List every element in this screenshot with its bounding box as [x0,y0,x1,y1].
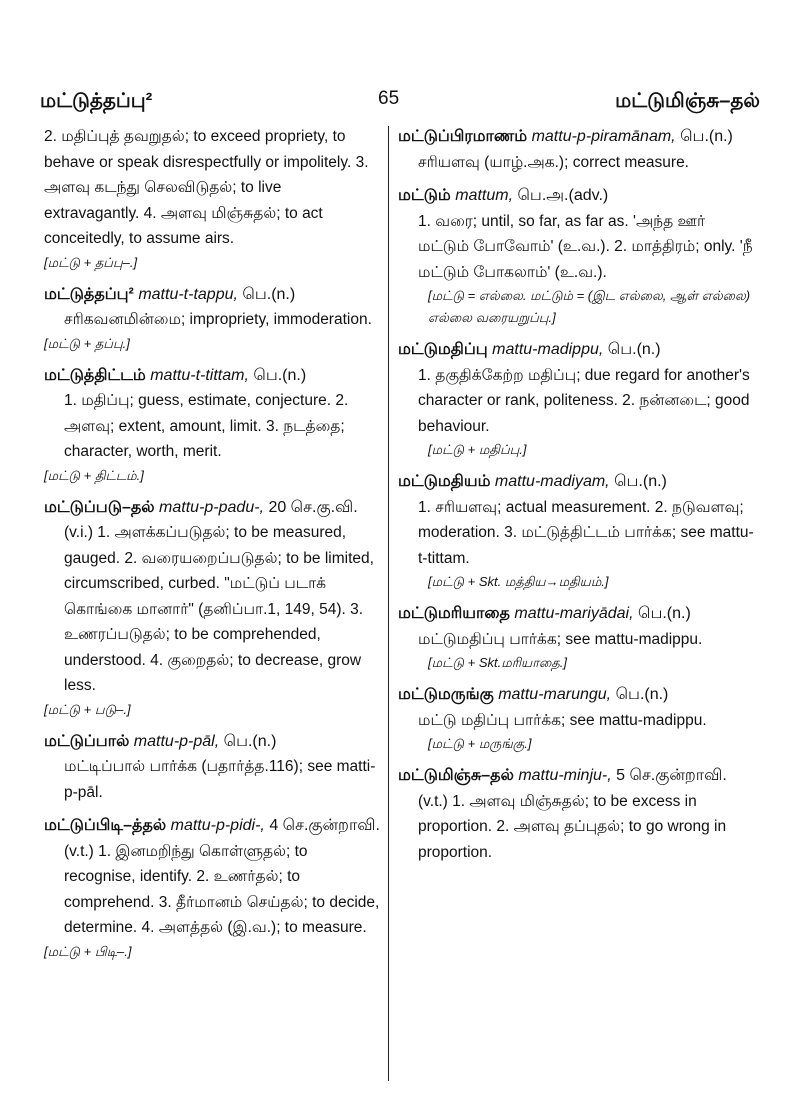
entry-transliteration: mattu-minju-, [518,767,612,784]
entry-definition: 1. வரை; until, so far, as far as. 'அந்த ஊர் மட்டும் போவோம்' (உ.வ.). 2. மாத்திரம்; only. 'நீ மட்டும் போகலாம்' (உ.வ.). [418,212,753,281]
entry-headword: மட்டுப்பிடி–த்தல் [44,817,167,834]
entry-definition: சரிகவனமின்மை; impropriety, immoderation. [64,311,372,328]
entry-transliteration: mattu-mariyādai, [514,605,634,622]
entry-transliteration: mattum, [455,187,514,204]
entry-definition: மட்டுமதிப்பு பார்க்க; see mattu-madippu. [418,630,703,648]
entry-transliteration: mattu-madiyam, [494,473,610,490]
entry-etymology: [மட்டு + தப்பு–.] [44,254,138,270]
entry-grammar: பெ.(n.) [242,285,296,303]
entry-headword: மட்டுத்திட்டம் [44,366,146,384]
entry-headword: மட்டுமருங்கு [398,686,494,703]
entry-definition: 2. மதிப்புத் தவறுதல்; to exceed propriety, to behave or speak disrespectfully or impolitely. 3. அளவு கடந்து செலவிடுதல்; to live extravagantly. 4. அளவு மிஞ்சுதல்; to act conceitedly, to assume airs. [44,128,369,247]
entry-definition: (v.i.) 1. அளக்கப்படுதல்; to be measured, gauged. 2. வரையறைப்படுதல்; to be limited, circumscribed, curbed. "மட்டுப் படாக் கொங்கை மானார்" (தனிப்பா.1, 149, 54). 3. உணரப்படுதல்; to be comprehended, understood. 4. குறைதல்; to decrease, grow less. [64,524,374,694]
entry-grammar: பெ.(n.) [253,366,307,384]
entry-definition: 1. தகுதிக்கேற்ற மதிப்பு; due regard for another's character or rank, politeness. 2. நன்னடை; good behaviour. [418,366,750,435]
entry-headword: மட்டுப்பால் [44,732,130,750]
left-column [44,124,380,971]
entry-headword: மட்டுமதியம் [398,473,491,490]
entry-etymology: [மட்டு + படு–.] [44,701,131,717]
dictionary-entry [398,469,760,593]
entry-transliteration: mattu-t-tappu, [138,285,238,303]
entry-transliteration: mattu-p-pāl, [133,732,220,750]
entry-grammar: 5 செ.குன்றாவி. [616,767,727,784]
entry-headword: மட்டுத்தப்பு² [44,285,134,303]
entry-etymology: [மட்டு + Skt.மரியாதை.] [428,655,567,670]
entry-grammar: பெ.(n.) [680,128,733,145]
entry-transliteration: mattu-t-tittam, [150,366,249,384]
dictionary-entry [398,337,760,461]
dictionary-entry [44,813,380,963]
entry-grammar: பெ.(n.) [607,341,661,358]
entry-definition: மட்டு மதிப்பு பார்க்க; see mattu-madippu. [418,711,707,729]
dictionary-entry [398,183,760,329]
entry-definition: சரியளவு (யாழ்.அக.); correct measure. [418,153,689,171]
entry-etymology: [மட்டு + தப்பு.] [44,335,130,351]
entry-headword: மட்டுமதிப்பு [398,341,488,358]
column-divider [388,126,389,1081]
header-left-guideword: மட்டுத்தப்பு² [40,90,153,112]
entry-grammar: பெ.(n.) [615,686,669,703]
dictionary-entry [398,682,760,755]
entry-etymology: [மட்டு + திட்டம்.] [44,467,144,483]
dictionary-entry [44,282,380,355]
entry-grammar: பெ.அ.(adv.) [517,187,609,204]
dictionary-entry [44,124,380,274]
entry-definition: (v.t.) 1. அளவு மிஞ்சுதல்; to be excess in proportion. 2. அளவு தப்புதல்; to go wrong in proportion. [418,792,727,861]
entry-transliteration: mattu-madippu, [492,341,604,358]
entry-etymology: [மட்டு + மருங்கு.] [428,736,532,751]
dictionary-entry [44,363,380,487]
entry-etymology: [மட்டு + மதிப்பு.] [428,442,527,457]
entry-headword: மட்டும் [398,187,451,204]
page-number: 65 [378,88,400,109]
entry-etymology: [மட்டு = எல்லை. மட்டும் = (இட எல்லை, ஆள் எல்லை) எல்லை வரையறுப்பு.] [428,288,751,325]
entry-grammar: 4 செ.குன்றாவி. [269,817,380,834]
entry-etymology: [மட்டு + Skt. மத்திய→மதியம்.] [428,574,609,589]
entry-definition: 1. சரியளவு; actual measurement. 2. நடுவளவு; moderation. 3. மட்டுத்திட்டம் பார்க்க; see mattu-t-tittam. [418,498,754,567]
header-right-guideword: மட்டுமிஞ்சு–தல் [615,90,760,112]
dictionary-entry [44,729,380,806]
entry-headword: மட்டுப்பிரமாணம் [398,128,528,145]
entry-definition: 1. மதிப்பு; guess, estimate, conjecture. 2. அளவு; extent, amount, limit. 3. நடத்தை; character, worth, merit. [64,392,349,460]
entry-transliteration: mattu-p-pidi-, [170,817,265,834]
entry-definition: மட்டிப்பால் பார்க்க (பதார்த்த.116); see matti-p-pāl. [64,758,376,801]
dictionary-entry [398,124,760,175]
entry-grammar: 20 செ.கு.வி. [268,498,358,516]
entry-etymology: [மட்டு + பிடி–.] [44,943,132,959]
entry-transliteration: mattu-p-padu-, [159,498,264,516]
entry-transliteration: mattu-p-piramānam, [531,128,676,145]
right-column [398,124,760,873]
dictionary-entry [44,495,380,721]
entry-grammar: பெ.(n.) [614,473,667,490]
entry-grammar: பெ.(n.) [223,732,277,750]
entry-headword: மட்டுப்படு–தல் [44,498,155,516]
dictionary-entry [398,601,760,674]
entry-headword: மட்டுமிஞ்சு–தல் [398,767,514,784]
entry-definition: (v.t.) 1. இனமறிந்து கொள்ளுதல்; to recognise, identify. 2. உணர்தல்; to comprehend. 3. தீர்மானம் செய்தல்; to decide, determine. 4. அளத்தல் (இ.வ.); to measure. [64,842,380,936]
entry-headword: மட்டுமரியாதை [398,605,510,622]
entry-grammar: பெ.(n.) [637,605,691,622]
page-header [0,0,800,112]
dictionary-entry [398,763,760,865]
entry-transliteration: mattu-marungu, [498,686,612,703]
